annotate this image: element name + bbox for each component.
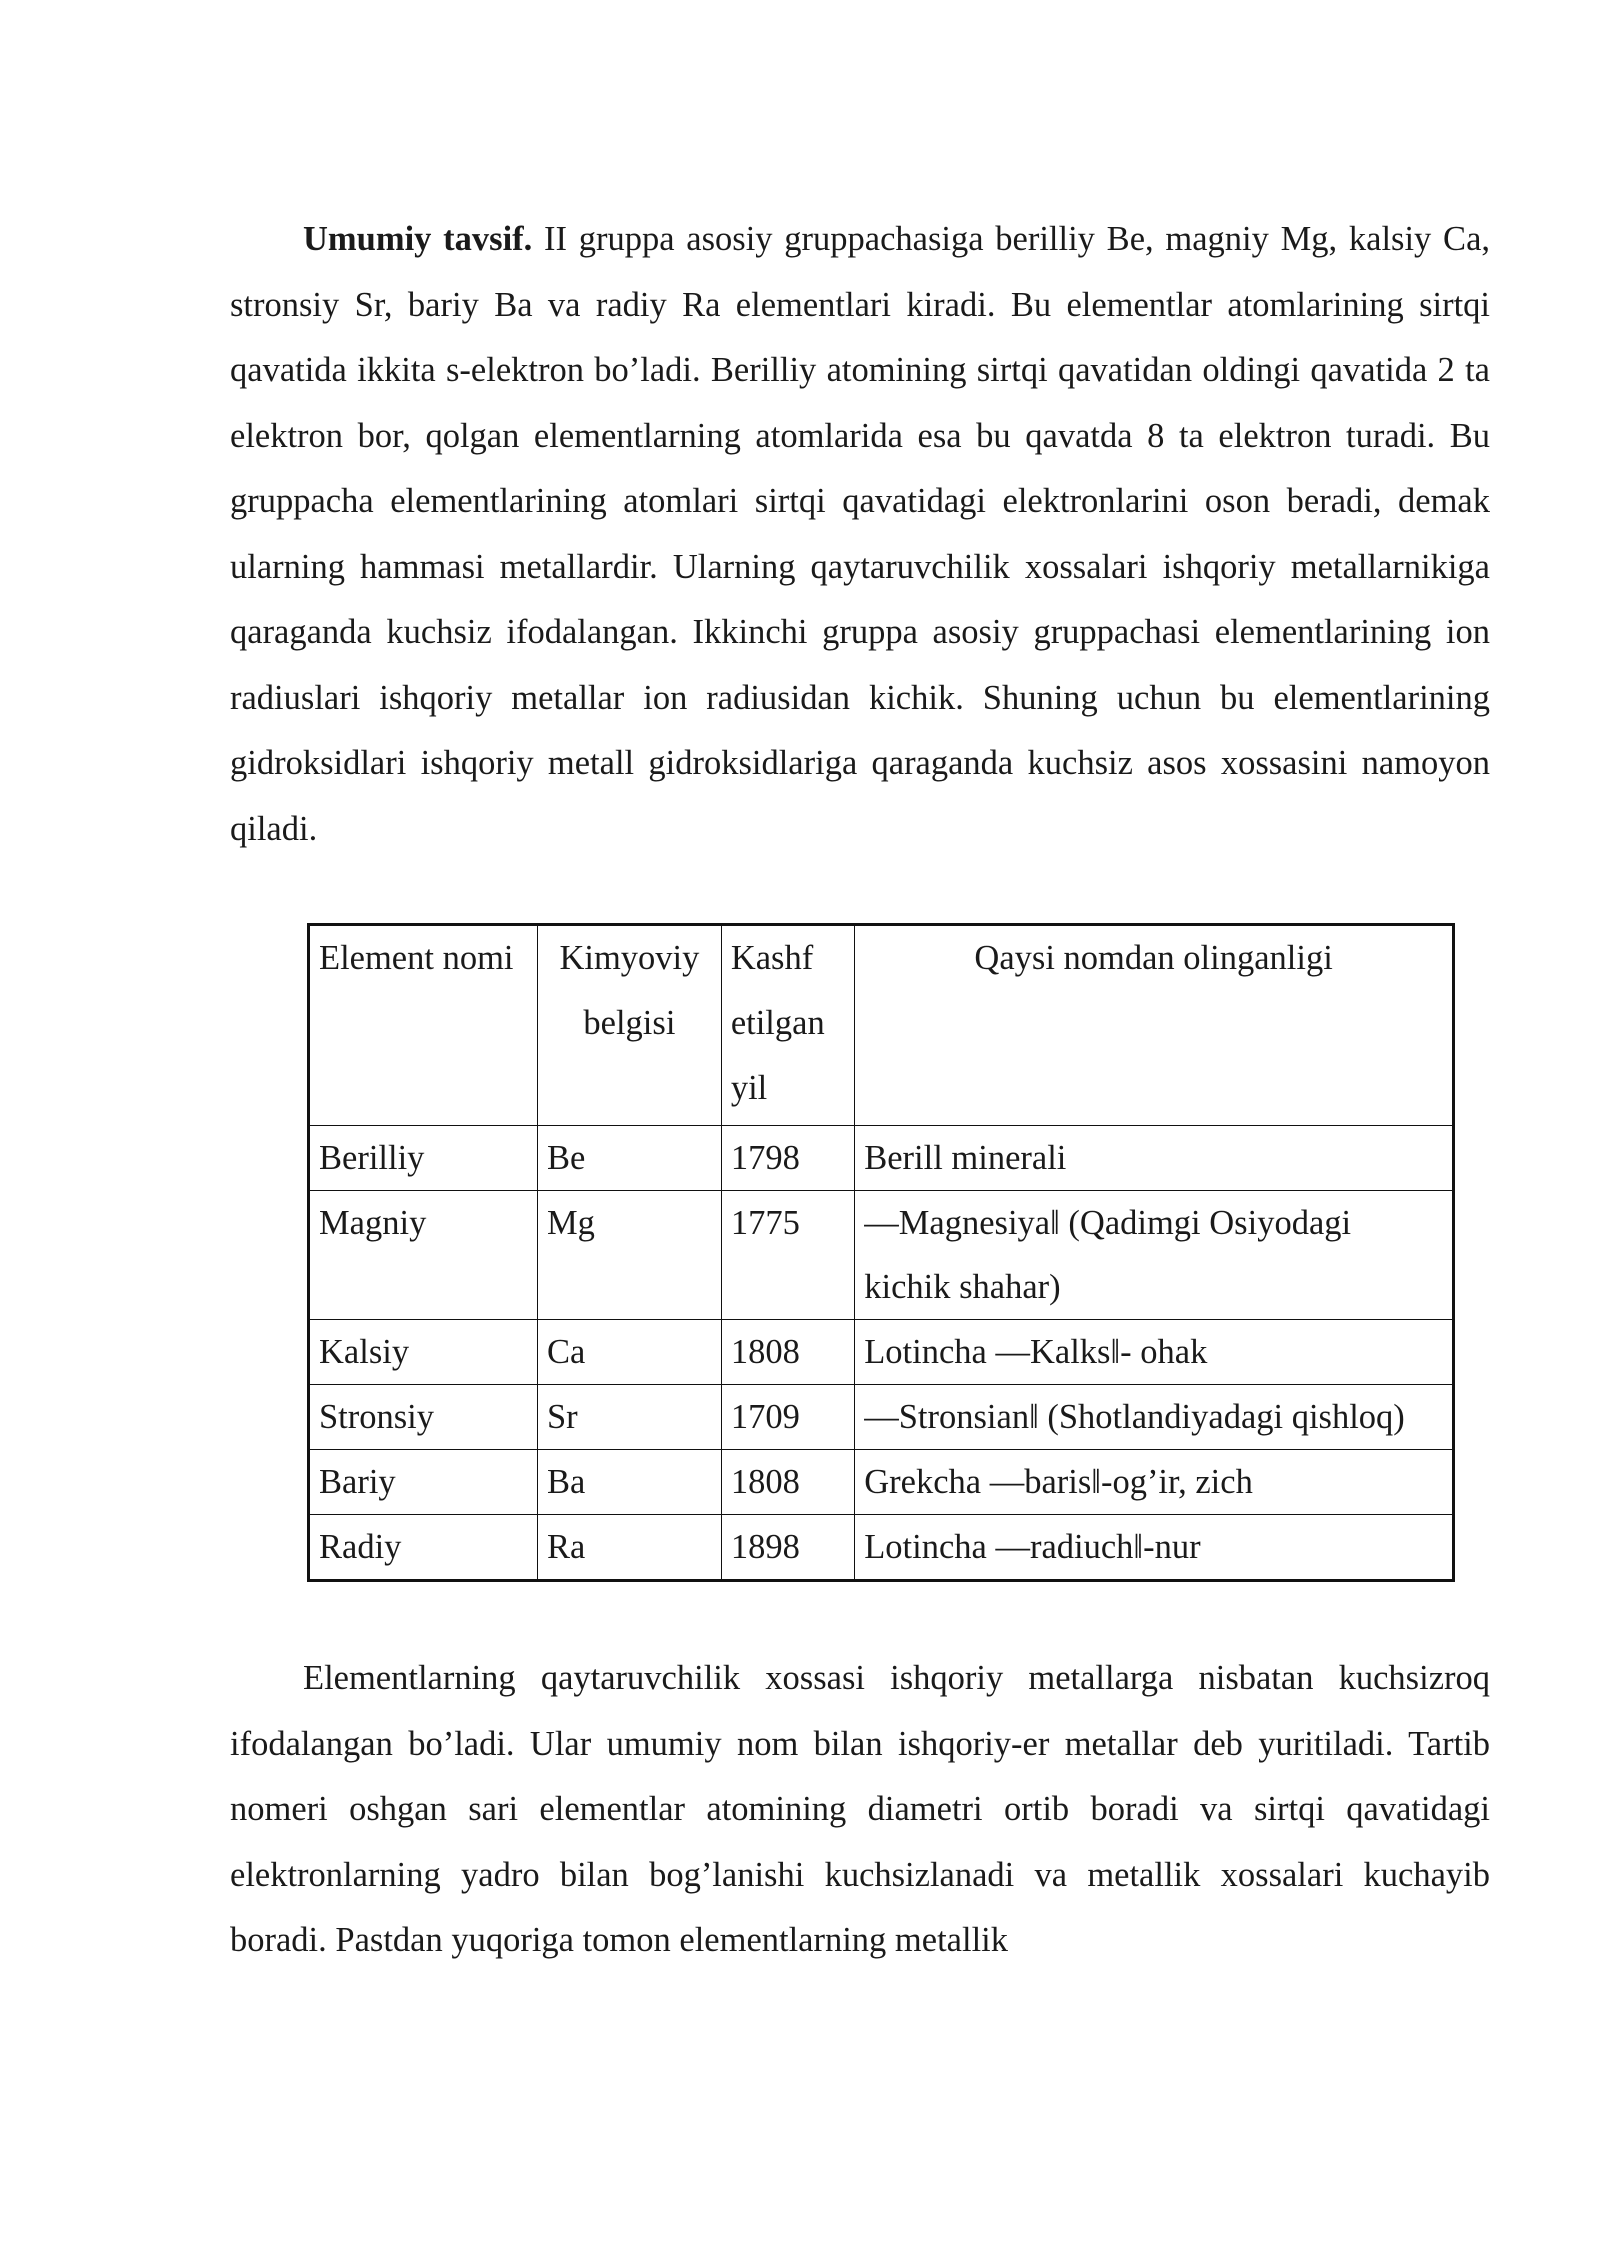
cell-origin: ―Stronsian‖ (Shotlandiyadagi qishloq) <box>855 1385 1454 1450</box>
cell-year: 1798 <box>721 1126 854 1191</box>
intro-paragraph <box>230 207 1490 862</box>
cell-year: 1709 <box>721 1385 854 1450</box>
header-chemical-symbol: Kimyoviy belgisi <box>538 925 722 1126</box>
cell-symbol: Sr <box>538 1385 722 1450</box>
outro-paragraph: Elementlarning qaytaruvchilik xossasi ishqoriy metallarga nisbatan kuchsizroq ifodalangan bo’ladi. Ular umumiy nom bilan ishqoriy-er metallar deb yuritiladi. Tartib nomeri oshgan sari elementlar atomining diametri ortib boradi va sirtqi qavatidagi elektronlarning yadro bilan bog’lanishi kuchsizlanadi va metallik xossalari kuchayib boradi. Pastdan yuqoriga tomon elementlarning metallik <box>230 1659 1490 1959</box>
cell-element-name: Magniy <box>309 1191 538 1320</box>
header-discovery-year: Kashf etilgan yil <box>721 925 854 1126</box>
cell-symbol: Ra <box>538 1515 722 1581</box>
cell-origin: Berill minerali <box>855 1126 1454 1191</box>
intro-lead: Umumiy tavsif. <box>303 220 533 258</box>
table-row <box>309 1320 1454 1385</box>
header-element-name: Element nomi <box>309 925 538 1126</box>
table-row <box>309 1515 1454 1581</box>
cell-year: 1775 <box>721 1191 854 1320</box>
cell-origin: Lotincha ―radiuch‖-nur <box>855 1515 1454 1581</box>
cell-symbol: Ca <box>538 1320 722 1385</box>
cell-origin: Grekcha ―baris‖-og’ir, zich <box>855 1450 1454 1515</box>
elements-table <box>307 923 1455 1582</box>
cell-origin: Lotincha ―Kalks‖- ohak <box>855 1320 1454 1385</box>
cell-origin: ―Magnesiya‖ (Qadimgi Osiyodagi kichik shahar) <box>855 1191 1454 1320</box>
intro-text: II gruppa asosiy gruppachasiga berilliy Be, magniy Mg, kalsiy Ca, stronsiy Sr, bariy Ba va radiy Ra elementlari kiradi. Bu elementlar atomlarining sirtqi qavatida ikkita s-elektron bo’ladi. Berilliy atomining sirtqi qavatidan oldingi qavatida 2 ta elektron bor, qolgan elementlarning atomlarida esa bu qavatda 8 ta elektron turadi. Bu gruppacha elementlarining atomlari sirtqi qavatidagi elektronlarini oson beradi, demak ularning hammasi metallardir. Ularning qaytaruvchilik xossalari ishqoriy metallarnikiga qaraganda kuchsiz ifodalangan. Ikkinchi gruppa asosiy gruppachasi elementlarining ion radiuslari ishqoriy metallar ion radiusidan kichik. Shuning uchun bu elementlarining gidroksidlari ishqoriy metall gidroksidlariga qaraganda kuchsiz asos xossasini namoyon qiladi. <box>230 220 1491 848</box>
cell-element-name: Berilliy <box>309 1126 538 1191</box>
cell-symbol: Mg <box>538 1191 722 1320</box>
table-header-row <box>309 925 1454 1126</box>
cell-element-name: Stronsiy <box>309 1385 538 1450</box>
elements-table-wrapper <box>307 923 1455 1582</box>
cell-year: 1808 <box>721 1450 854 1515</box>
table-row <box>309 1126 1454 1191</box>
cell-element-name: Kalsiy <box>309 1320 538 1385</box>
cell-symbol: Be <box>538 1126 722 1191</box>
table-row <box>309 1191 1454 1320</box>
document-page <box>230 207 1490 1974</box>
cell-symbol: Ba <box>538 1450 722 1515</box>
table-row <box>309 1450 1454 1515</box>
cell-year: 1808 <box>721 1320 854 1385</box>
table-row <box>309 1385 1454 1450</box>
cell-element-name: Bariy <box>309 1450 538 1515</box>
header-name-origin: Qaysi nomdan olinganligi <box>855 925 1454 1126</box>
cell-year: 1898 <box>721 1515 854 1581</box>
cell-element-name: Radiy <box>309 1515 538 1581</box>
